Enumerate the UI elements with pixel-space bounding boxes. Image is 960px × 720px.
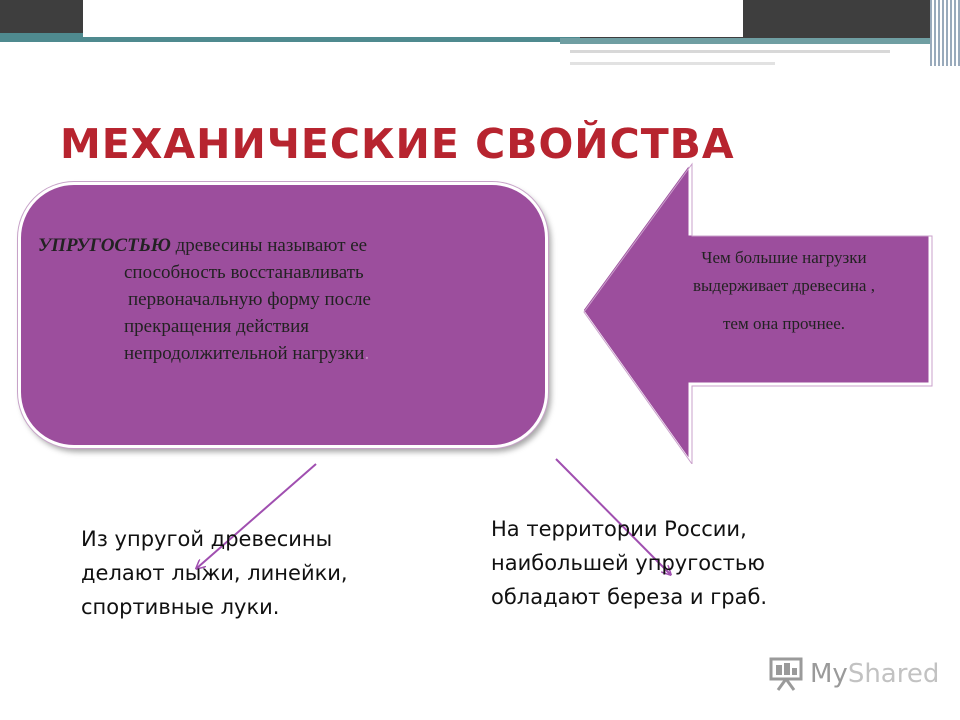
slide-title: МЕХАНИЧЕСКИЕ СВОЙСТВА [60,120,735,168]
definition-line: непродолжительной нагрузки [124,343,365,364]
definition-term: УПРУГОСТЬЮ [38,235,171,256]
watermark-shared: Shared [847,659,940,689]
definition-line: способность восстанавливать [124,262,364,283]
presentation-board-icon [768,657,804,691]
definition-line: древесины называют ее [175,235,368,256]
left-note: Из упругой древесины делают лыжи, линейки, спортивные луки. [81,527,348,619]
definition-line: прекращения действия [124,316,310,337]
arrow-text-line: тем она прочнее. [722,314,846,333]
arrow-text-line: Чем большие нагрузки [701,248,867,267]
watermark-my: My [810,659,848,689]
definition-line: первоначальную форму после [128,289,371,310]
watermark [768,657,939,691]
right-note: На территории России, наибольшей упругостью обладают береза и граб. [491,517,768,609]
definition-end-mark: . [364,343,370,364]
arrow-text-line: выдерживает древесина , [693,276,875,295]
